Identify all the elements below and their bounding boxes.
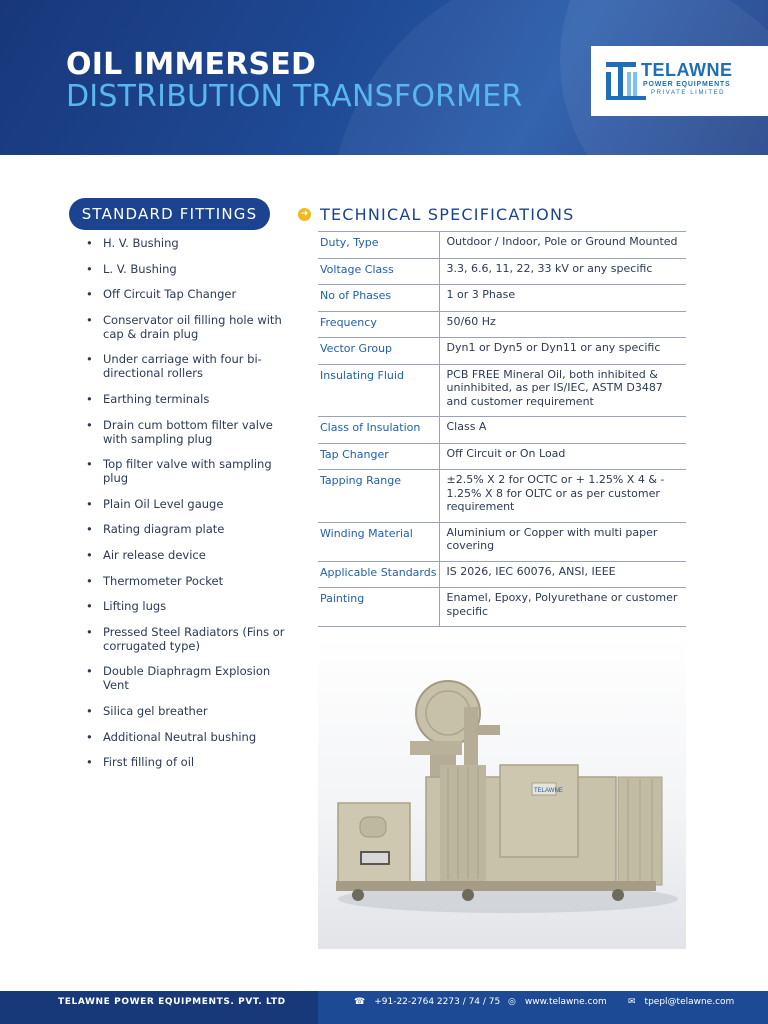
table-row [318,364,686,417]
table-row [318,561,686,588]
spec-value: PCB FREE Mineral Oil, both inhibited & uninhibited, as per IS/IEC, ASTM D3487 and customer requirement [439,364,686,417]
spec-key: Duty, Type [320,236,379,249]
list-item: • Earthing terminals [86,392,286,406]
list-item: • Thermometer Pocket [86,574,286,588]
table-row [318,417,686,444]
spec-value: Aluminium or Copper with multi paper covering [439,522,686,561]
standard-fittings-heading: STANDARD FITTINGS [69,198,270,230]
footer-phone [354,991,500,1014]
arrow-bullet-icon: ➜ [298,208,311,221]
globe-icon: ◎ [508,997,516,1007]
company-logo [591,46,768,116]
section-title: TECHNICAL SPECIFICATIONS [320,205,575,224]
table-row [318,443,686,470]
footer-bar [0,991,768,1024]
table-row [318,311,686,338]
transformer-photo [318,637,686,949]
spec-key: Class of Insulation [320,421,421,434]
spec-key: Voltage Class [320,262,394,276]
table-row [318,338,686,365]
list-item: • L. V. Bushing [86,262,286,276]
list-item: • Pressed Steel Radiators (Fins or corrugated type) [86,625,286,653]
spec-key: Winding Material [320,526,413,540]
phone-icon: ☎ [354,997,366,1007]
list-item: • Rating diagram plate [86,522,286,536]
spec-value: Outdoor / Indoor, Pole or Ground Mounted [439,232,686,259]
nameplate-label: TELAWNE [534,788,563,794]
spec-value: Dyn1 or Dyn5 or Dyn11 or any specific [439,338,686,365]
spec-key: Painting [320,592,365,605]
table-row [318,232,686,259]
spec-value: 3.3, 6.6, 11, 22, 33 kV or any specific [439,258,686,285]
footer-email[interactable] [628,991,734,1014]
logo-subtitle-2: PRIVATE LIMITED [651,90,726,96]
list-item: • H. V. Bushing [86,236,286,250]
list-item: • Conservator oil filling hole with cap & drain plug [86,313,286,341]
list-item: • Silica gel breather [86,704,286,718]
spec-key: Tap Changer [320,447,389,461]
table-row [318,470,686,523]
spec-key: Frequency [320,315,377,329]
specifications-table [318,231,686,627]
spec-value: 1 or 3 Phase [439,285,686,312]
spec-key: Vector Group [320,342,393,355]
list-item: • Off Circuit Tap Changer [86,287,286,301]
logo-name: TELAWNE [641,60,733,80]
table-row [318,285,686,312]
spec-value: Class A [439,417,686,444]
footer-company-name: TELAWNE POWER EQUIPMENTS. PVT. LTD [58,997,286,1007]
footer-company-block [0,991,318,1024]
spec-key: Tapping Range [320,474,401,487]
list-item: • Plain Oil Level gauge [86,497,286,511]
table-row [318,522,686,561]
spec-key: No of Phases [320,289,392,302]
list-item: • Under carriage with four bi-directional rollers [86,352,286,380]
phone-number: +91-22-2764 2273 / 74 / 75 [374,997,501,1007]
website-link[interactable]: www.telawne.com [524,997,607,1007]
table-row [318,588,686,627]
spec-value: ±2.5% X 2 for OCTC or + 1.25% X 4 & - 1.25% X 8 for OLTC or as per customer requirement [439,470,686,523]
technical-specifications-heading [298,205,575,224]
list-item: • First filling of oil [86,755,286,769]
spec-value: IS 2026, IEC 60076, ANSI, IEEE [439,561,686,588]
page-title-line2: DISTRIBUTION TRANSFORMER [66,79,523,114]
page-title-line1: OIL IMMERSED [66,47,317,82]
footer-website[interactable] [508,991,607,1014]
list-item: • Top filter valve with sampling plug [86,457,286,485]
mail-icon: ✉ [628,997,636,1007]
spec-key: Insulating Fluid [320,368,404,382]
list-item: • Drain cum bottom filter valve with sampling plug [86,418,286,446]
list-item: • Double Diaphragm Explosion Vent [86,664,286,692]
list-item: • Air release device [86,548,286,562]
logo-subtitle: POWER EQUIPMENTS [643,81,731,88]
transformer-illustration [318,637,686,949]
list-item: • Lifting lugs [86,599,286,613]
table-row [318,258,686,285]
spec-value: Off Circuit or On Load [439,443,686,470]
spec-key: Applicable Standards [320,565,437,579]
fittings-list [86,236,286,781]
list-item: • Additional Neutral bushing [86,730,286,744]
spec-value: Enamel, Epoxy, Polyurethane or customer specific [439,588,686,627]
email-link[interactable]: tpepl@telawne.com [644,997,735,1007]
spec-value: 50/60 Hz [439,311,686,338]
